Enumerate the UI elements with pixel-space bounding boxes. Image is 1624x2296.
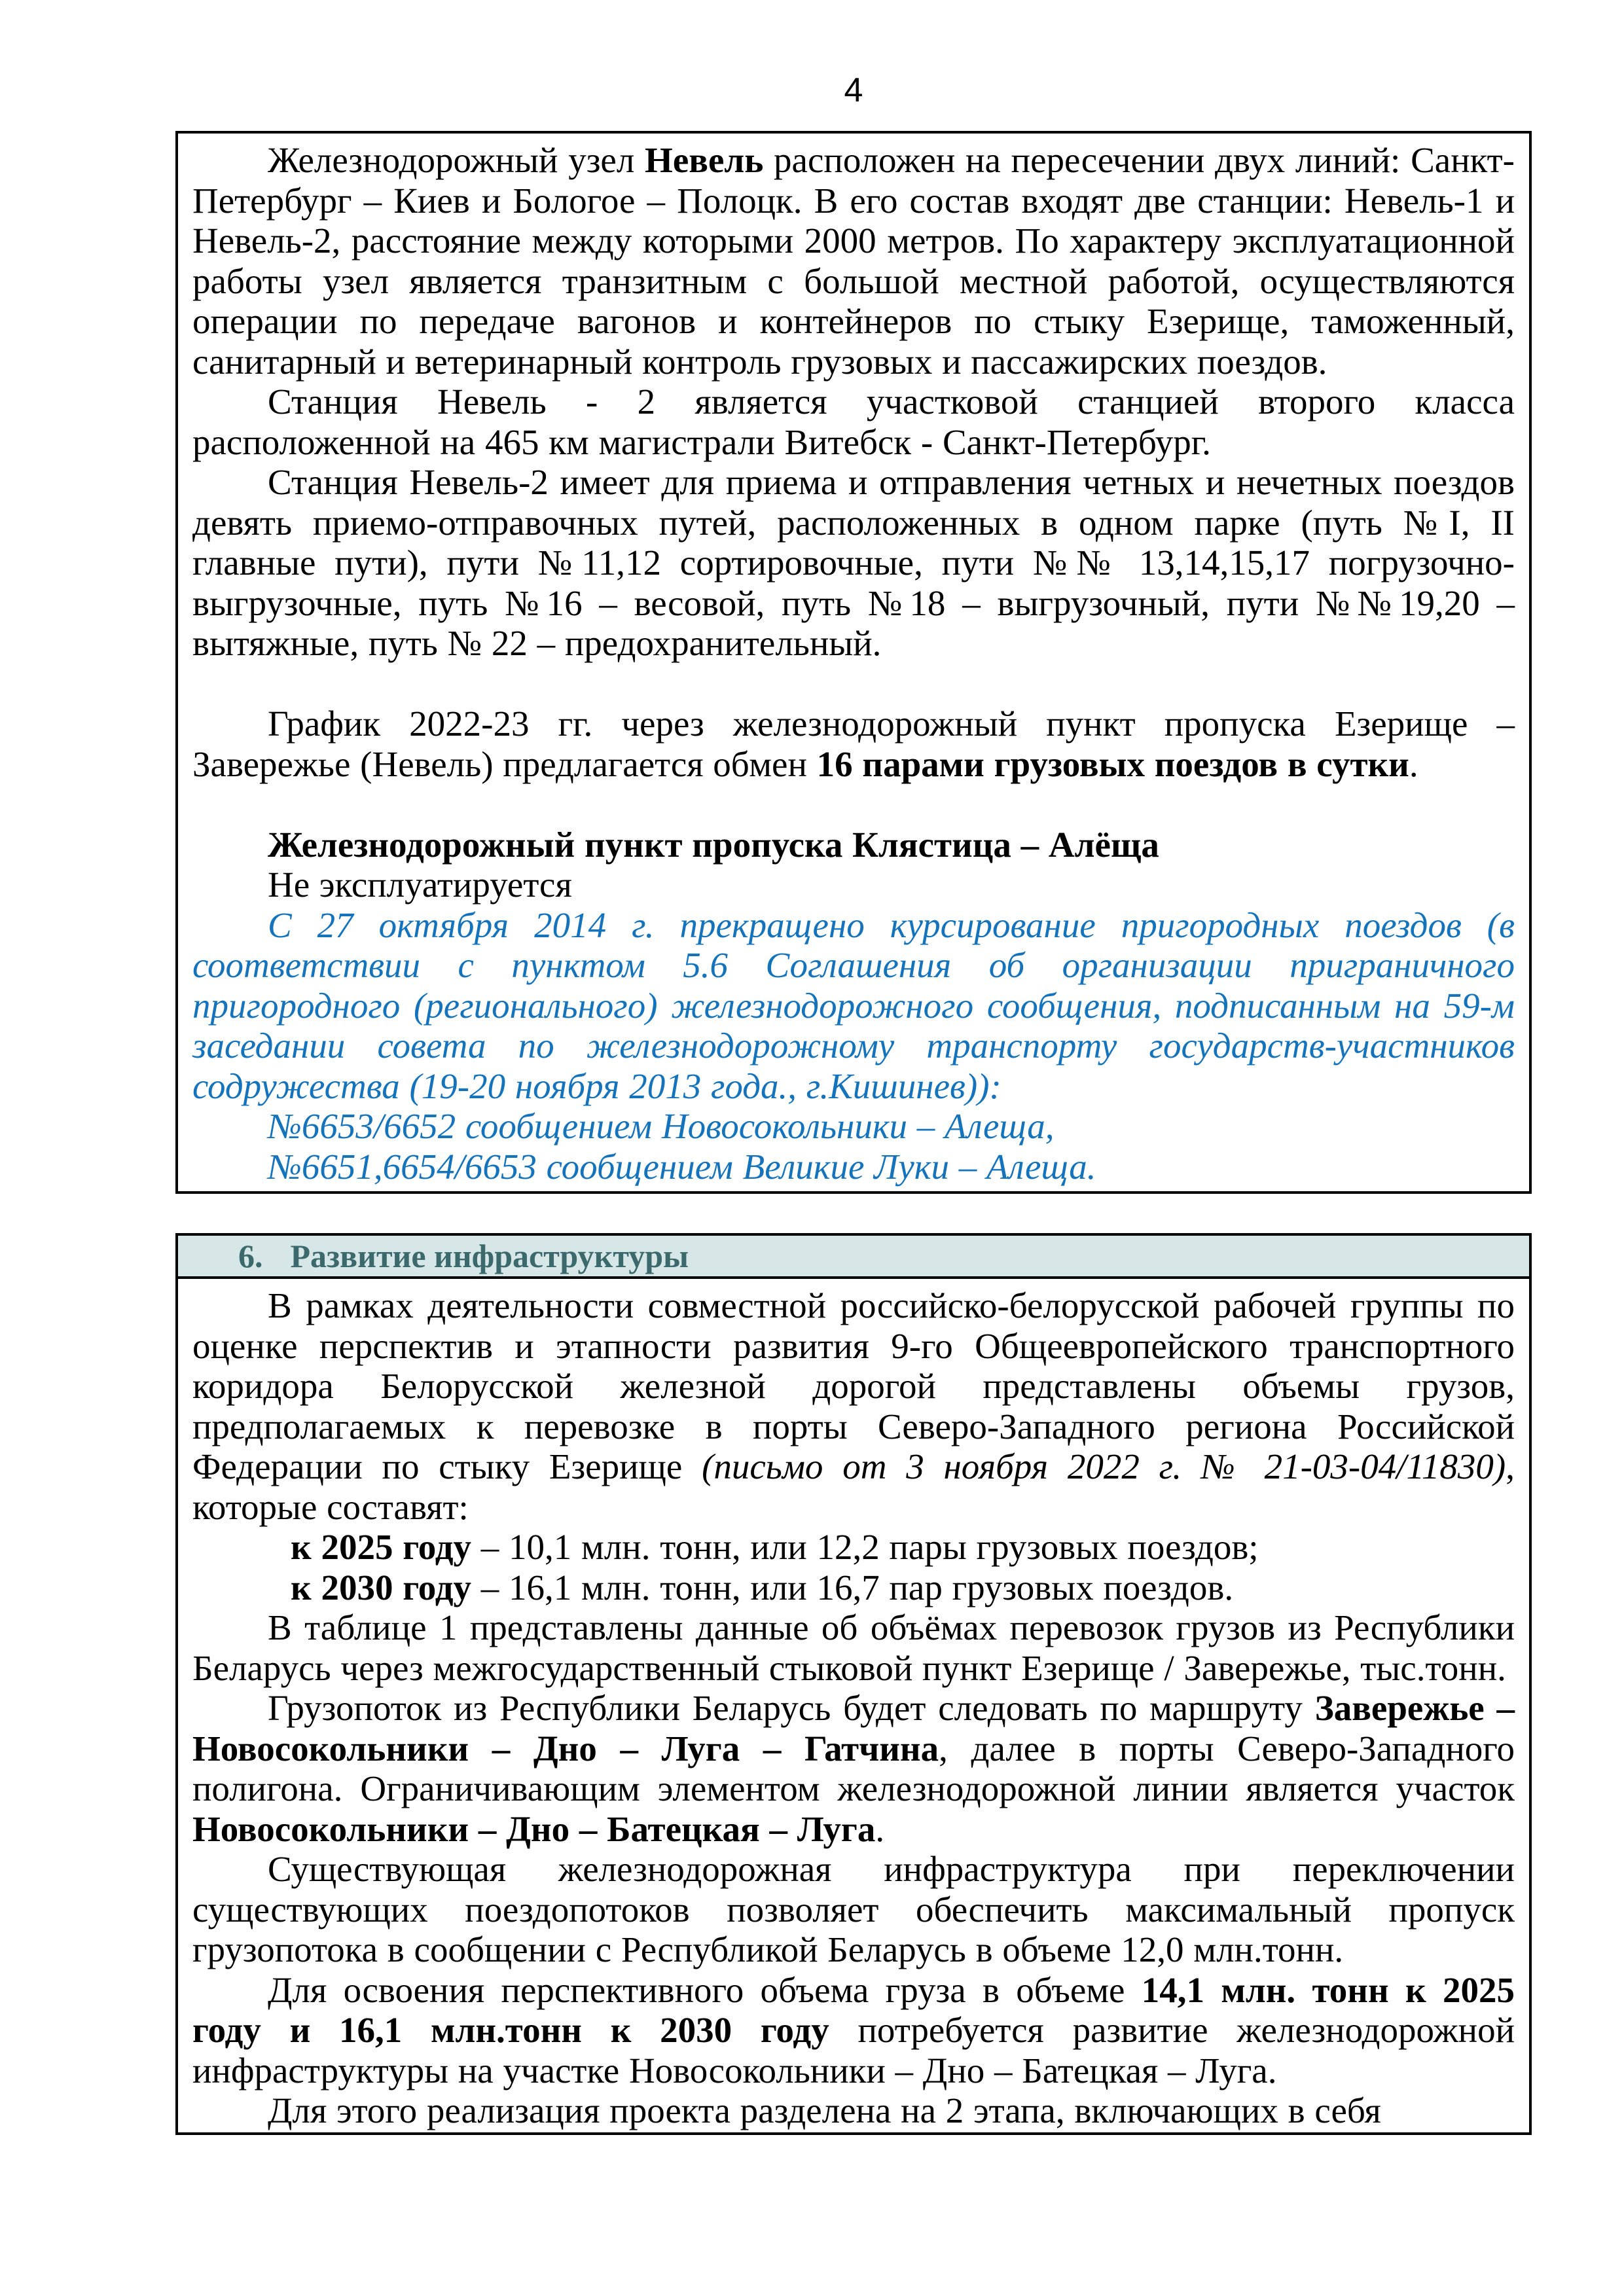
text-run: . [1409,744,1418,784]
text-run: №6653/6652 сообщением Новосокольники – Алеща, [268,1106,1055,1146]
section-6-body [178,1279,1529,2134]
text-run: – 10,1 млн. тонн, или 12,2 пары грузовых поездов; [471,1527,1259,1567]
paragraph-nevel-junction [192,140,1515,382]
text-run: Железнодорожный узел [268,140,645,180]
paragraph-volume-2025 [192,1527,1515,1568]
text-run: График 2022-23 гг. через железнодорожный пункт пропуска Езерище – Завережье (Невель) предлагается обмен [192,704,1515,784]
text-run: С 27 октября 2014 г. прекращено курсирование пригородных поездов (в соответствии с пунктом 5.6 Соглашения об организации приграничного пригородного (регионального) железнодорожного сообщения, подписанным на 59-м заседании совета по железнодорожному транспорту государств-участников содружества (19-20 ноября 2013 года., г.Кишинев)): [192,905,1515,1106]
paragraph-nevel2-tracks [192,462,1515,664]
section-6-header [178,1236,1529,1279]
paragraph-two-stages [192,2090,1515,2131]
text-run: Новосокольники – Дно – Батецкая – Луга [192,1808,876,1849]
empty-line [192,664,1515,704]
text-frame-section-6 [175,1233,1532,2135]
text-run: 14,1 млн. тонн к 2025 году и 16,1 млн.тонн к 2030 году [192,1969,1515,2050]
empty-line [192,784,1515,825]
page-number: 4 [844,71,863,109]
paragraph-train-6651-6654-6653 [192,1147,1515,1187]
text-run: Станция Невель-2 имеет для приема и отправления четных и нечетных поездов девять приемо-отправочных путей, расположенных в одном парке (путь №I, II главные пути), пути №11,12 сортировочные, пути №№ 13,14,15,17 погрузочно-выгрузочные, путь №16 – весовой, путь №18 – выгрузочный, пути №№19,20 – вытяжные, путь № 22 – предохранительный. [192,462,1515,663]
section-title: Развитие инфраструктуры [290,1238,689,1274]
text-run: , далее в порты Северо-Западного полигона. Ограничивающим элементом железнодорожной линии является участок [192,1728,1515,1808]
text-run: В рамках деятельности совместной российско-белорусской рабочей группы по оценке перспектив и этапности развития 9-го Общеевропейского транспортного коридора Белорусской железной дорогой представлены объемы грузов, предполагаемых к перевозке в порты Северо-Западного региона Российской Федерации по стыку Езерище [192,1285,1515,1486]
paragraph-suburban-trains-note [192,905,1515,1107]
paragraph-perspective-volume [192,1970,1515,2091]
text-run: Для этого реализация проекта разделена на 2 этапа, включающих в себя [268,2090,1381,2130]
paragraph-schedule-2022-23 [192,704,1515,784]
text-run: Железнодорожный пункт пропуска Клястица – Алёща [268,824,1159,865]
section-number: 6. [238,1238,263,1274]
paragraph-table-1-reference [192,1607,1515,1688]
text-run: Грузопоток из Республики Беларусь будет следовать по маршруту [268,1688,1315,1728]
text-run: Не эксплуатируется [268,865,572,905]
text-run: потребуется развитие железнодорожной инфраструктуры на участке Новосокольники – Дно – Батецкая – Луга. [192,2010,1515,2090]
text-run: , которые составят: [192,1446,1515,1527]
text-run: расположен на пересечении двух линий: Санкт-Петербург – Киев и Бологое – Полоцк. В его состав входят две станции: Невель-1 и Невель-2, расстояние между которыми 2000 метров. По характеру эксплуатационной работы узел является транзитным с большой местной работой, осуществляются операции по передаче вагонов и контейнеров по стыку Езерище, таможенный, санитарный и ветеринарный контроль грузовых и пассажирских поездов. [192,140,1515,382]
text-frame-overview [175,131,1532,1194]
text-run: . [875,1808,885,1849]
text-run: Невель [645,140,764,180]
text-run: – 16,1 млн. тонн, или 16,7 пар грузовых поездов. [471,1567,1234,1607]
text-run: к 2025 году [291,1527,472,1567]
text-run: Для освоения перспективного объема груза в объеме [268,1969,1142,2010]
text-run: Станция Невель - 2 является участковой станцией второго класса расположенной на 465 км магистрали Витебск - Санкт-Петербург. [192,382,1515,462]
text-run: (письмо от 3 ноября 2022 г. № 21-03-04/11830) [702,1446,1506,1486]
paragraph-train-6653-6652 [192,1106,1515,1147]
paragraph-existing-infrastructure [192,1849,1515,1970]
paragraph-nevel2-station [192,382,1515,462]
paragraph-not-operated [192,865,1515,905]
paragraph-klyastitsa-alyoscha-heading [192,825,1515,865]
text-run: №6651,6654/6653 сообщением Великие Луки – Алеща. [268,1146,1096,1187]
paragraph-cargo-route [192,1688,1515,1849]
paragraph-volume-2030 [192,1568,1515,1608]
text-run: 16 парами грузовых поездов в сутки [816,744,1409,784]
text-run: В таблице 1 представлены данные об объёмах перевозок грузов из Республики Беларусь через межгосударственный стыковой пункт Езерище / Завережье, тыс.тонн. [192,1607,1515,1688]
text-run: к 2030 году [291,1567,472,1607]
text-run: Завережье – Новосокольники – Дно – Луга – Гатчина [192,1688,1515,1768]
paragraph-working-group [192,1285,1515,1527]
text-run: Существующая железнодорожная инфраструктура при переключении существующих поездопотоков позволяет обеспечить максимальный пропуск грузопотока в сообщении с Республикой Беларусь в объеме 12,0 млн.тонн. [192,1849,1515,1969]
